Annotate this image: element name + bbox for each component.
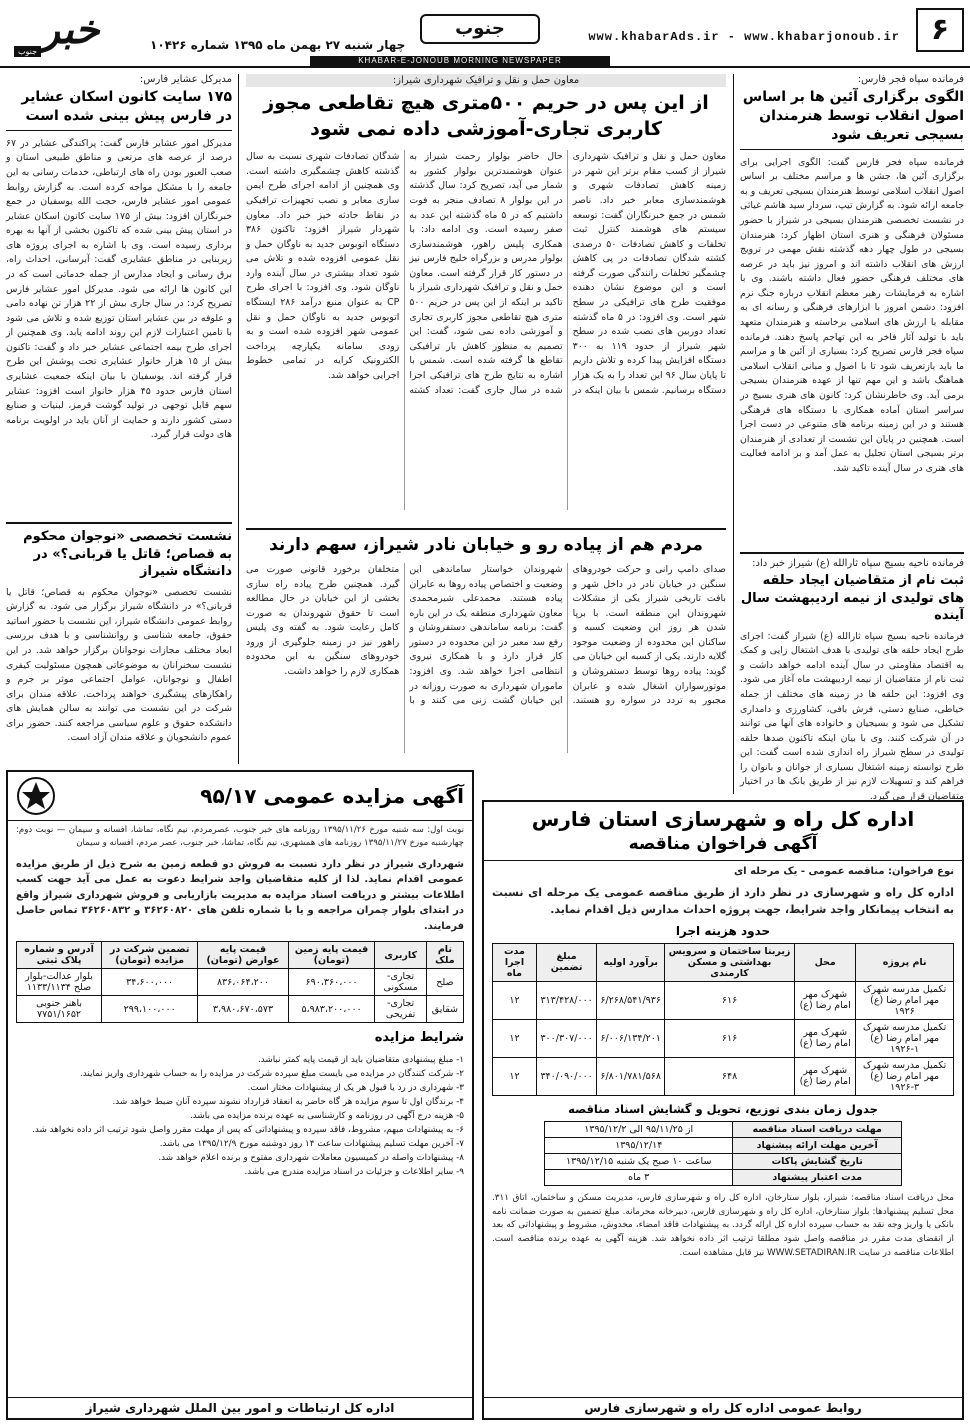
table-cell: ۳۴،۶۰۰،۰۰۰: [102, 969, 198, 996]
table-header: محل: [795, 943, 856, 981]
table-cell: تکمیل مدرسه شهرک مهر امام رضا (ع) ۳-۱۹۲۶: [856, 1057, 954, 1095]
condition-item: ۴- برندگان اول تا سوم مزایده هر گاه حاضر به انعقاد قرارداد نشوند سپرده آنان ضبط خواهد شد.: [112, 1096, 464, 1107]
article-left-2: [6, 522, 232, 760]
schedule-table-wrap: [484, 1119, 962, 1188]
conditions-list: [8, 1049, 472, 1184]
table-cell: ۶۹۰،۳۶۰،۰۰۰: [288, 969, 375, 996]
table-cell: از ۹۵/۱۱/۲۵ الی ۱۳۹۵/۱۲/۲: [545, 1122, 733, 1138]
table-header: نام پروژه: [856, 943, 954, 981]
table-row: [545, 1122, 902, 1138]
table-header: آدرس و شماره پلاک ثبتی: [17, 942, 102, 969]
table-cell: بلوار عدالت-بلوار صلح ۱۱۳۳/۱۱۳۴: [17, 969, 102, 996]
table-cell: تکمیل مدرسه شهرک مهر امام رضا (ع) ۱۹۲۶: [856, 981, 954, 1019]
table-cell: ۶۱۶: [664, 981, 794, 1019]
article-kicker: مدیرکل عشایر فارس:: [139, 74, 232, 85]
municipality-emblem-icon: [16, 776, 56, 816]
article-headline: ۱۷۵ سایت کانون اسکان عشایر در فارس پیش بینی شده است: [6, 88, 232, 131]
table-cell: ساعت ۱۰ صبح یک شنبه ۱۳۹۵/۱۲/۱۵: [545, 1154, 733, 1170]
article-headline: مردم هم از پیاده رو و خیابان نادر شیراز، سهم دارند: [269, 535, 703, 555]
table-row: [17, 996, 464, 1023]
table-cell: ۳۰۰/۳۰۷/۰۰۰: [536, 1019, 596, 1057]
tender-title: آگهی فراخوان مناقصه: [628, 834, 818, 854]
tender-type: نوع فراخوان: مناقصه عمومی - یک مرحله ای: [734, 865, 954, 877]
article-main: [246, 74, 726, 522]
newspaper-logo: خبر: [40, 6, 100, 53]
article-body: فرمانده ناحیه بسیج سپاه ثارالله (ع) شیراز گفت: اجرای طرح ایجاد حلقه های تولیدی با هدف اشتغال زایی و کمک به اقتصاد مقاومتی در سال آینده ادامه خواهد داشت و ثبت نام از متقاضیان از نیمه اردیبهشت ماه آغاز می شود. وی افزود: این حلقه ها در زمینه های مختلف از جمله خیاطی، صنایع دستی، فرش بافی، کشاورزی و دامداری تشکیل می شود و بسیجیان و خانواده های آنها می توانند در آن شرکت کنند. وی با بیان اینکه تاکنون صدها حلقه تولیدی در سطح شیراز راه اندازی شده است گفت: این طرح توانسته زمینه اشتغال بسیاری از جوانان و بانوان را فراهم کند و تسهیلات لازم نیز از طریق بانک ها در اختیار متقاضیان قرار می گیرد.: [740, 630, 964, 802]
table-cell: ۱۲: [493, 1019, 537, 1057]
issue-info: چهار شنبه ۲۷ بهمن ماه ۱۳۹۵ شماره ۱۰۴۲۶: [150, 38, 406, 52]
table-cell: ۵،۹۸۳،۲۰۰،۰۰۰: [288, 996, 375, 1023]
article-right-2: [740, 552, 964, 802]
table-cell: شهرک مهر امام رضا (ع): [795, 1057, 856, 1095]
table-cell: ۶۴۸: [664, 1057, 794, 1095]
auction-ad: [6, 770, 474, 1420]
schedule-table: [544, 1121, 902, 1186]
article-body: فرمانده سپاه فجر فارس گفت: الگوی اجرایی برای برگزاری آئین ها، جشن ها و مراسم مختلف بر اساس اصول انقلاب اسلامی توسط هنرمندان بسیجی تعریف و به جامعه ارائه شود. به گزارش تیپ، سردار سید هاشم غیاثی در نشست تخصصی هنرمندان بسیجی در شیراز با حضور مسئولان فرهنگی و هنری استان اظهار کرد: هنرمندان بسیجی در طول چهار دهه گذشته نقش مهمی در ترویج ارزش های انقلاب داشته اند و امروز نیز باید در عرصه های مختلف فرهنگی حضور فعال داشته باشند. وی با اشاره به فرمایشات رهبر معظم انقلاب درباره جنگ نرم افزود: دشمن امروز با ابزارهای فرهنگی و رسانه ای به مقابله با ارزش های اسلامی برخاسته و هنرمندان متعهد باید با تولید آثار فاخر به این تهاجم پاسخ دهند. فرمانده سپاه فجر فارس تصریح کرد: بسیاری از آئین ها و مراسم ما باید بازتعریف شود تا با اصول و مبانی انقلاب اسلامی هماهنگ باشد و این مهم تنها از عهده هنرمندان بسیجی برمی آید. وی خاطرنشان کرد: کانون های هنری بسیج در سراسر استان آماده همکاری با دستگاه های فرهنگی هستند و در این زمینه برنامه های متنوعی در دست اجرا است. همچنین در پایان این نشست از تعدادی از هنرمندان برتر بسیجی استان تجلیل به عمل آمد و بر ادامه فعالیت های هنری در سال آینده تاکید شد.: [740, 156, 964, 474]
table-cell: تاریخ گشایش پاکات: [733, 1154, 902, 1170]
article-body: نشست تخصصی «نوجوان محکوم به قصاص؛ قاتل یا قربانی؟» در دانشگاه شیراز برگزار می شود. به گزارش روابط عمومی دانشگاه شیراز، این نشست با حضور اساتید حقوق، جامعه شناسی و روانشناسی و با هدف بررسی ابعاد مختلف مجازات نوجوانان برگزار خواهد شد. در این نشست سخنرانان به موضوعاتی همچون مسئولیت کیفری اطفال و نوجوانان، عوامل اجتماعی موثر بر جرم و راهکارهای پیشگیری خواهند پرداخت. علاقه مندان برای شرکت در این نشست می توانند به سالن همایش های دانشکده حقوق و علوم سیاسی مراجعه کنند. حضور برای عموم دانشجویان و علاقه مندان آزاد است.: [6, 586, 232, 744]
table-cell: ۶/۲۶۸/۵۴۱/۹۳۶: [597, 981, 665, 1019]
table-row: [545, 1170, 902, 1186]
column-divider: [238, 74, 239, 764]
page-number: ۶: [916, 8, 964, 52]
table-cell: ۳۴۰/۰۹۰/۰۰۰: [536, 1057, 596, 1095]
table-cell: ۱۳۹۵/۱۲/۱۴: [545, 1138, 733, 1154]
table-row: [545, 1154, 902, 1170]
article-headline: از این پس در حریم ۵۰۰متری هیچ تقاطعی مجوز کاربری تجاری-آموزشی داده نمی شود: [263, 92, 709, 140]
table-cell: ۱۲: [493, 981, 537, 1019]
table-header: زیربنا ساختمان و سرویس بهداشتی و مسکن کارمندی: [664, 943, 794, 981]
tender-table-wrap: [484, 941, 962, 1098]
table-cell: تکمیل مدرسه شهرک مهر امام رضا (ع) ۱-۱۹۲۶: [856, 1019, 954, 1057]
column-divider: [733, 74, 734, 794]
tender-ad: [482, 800, 964, 1420]
table-cell: شهرک مهر امام رضا (ع): [795, 981, 856, 1019]
english-name-strip: KHABAR-E-JONOUB MORNING NEWSPAPER: [310, 56, 610, 66]
table-header: تضمین شرکت در مزایده (تومان): [102, 942, 198, 969]
table-cell: ۶/۸۰۱/۷۸۱/۵۶۸: [597, 1057, 665, 1095]
table-header: کاربری: [375, 942, 426, 969]
table-header: مبلغ تضمین: [536, 943, 596, 981]
table-header: برآورد اولیه: [597, 943, 665, 981]
table-cell: آخرین مهلت ارائه پیشنهاد: [733, 1138, 902, 1154]
newspaper-logo-tag: جنوب: [14, 46, 41, 57]
ad-footer: اداره کل ارتباطات و امور بین الملل شهرداری شیراز: [8, 1397, 472, 1418]
condition-item: ۹- سایر اطلاعات و جزئیات در اسناد مزایده مندرج می باشد.: [244, 1167, 464, 1178]
condition-item: ۲- شرکت کنندگان در مزایده می بایست مبلغ سپرده شرکت در مزایده را به حساب شهرداری واریز نمایند.: [79, 1068, 464, 1079]
table-cell: ۲۹۹،۱۰۰،۰۰۰: [102, 996, 198, 1023]
table-cell: تجاری-مسکونی: [375, 969, 426, 996]
ad-title: آگهی مزایده عمومی ۹۵/۱۷: [200, 783, 464, 808]
conditions-title: شرایط مزایده: [374, 1030, 464, 1046]
table-cell: ۸۳۶،۰۶۴،۲۰۰: [198, 969, 288, 996]
ad-intro: شهرداری شیراز در نظر دارد نسبت به فروش دو قطعه زمین به شرح ذیل از طریق مزایده عمومی اقدام نماید. لذا از کلیه متقاضیان واجد شرایط دعوت به عمل می آید جهت کسب اطلاعات بیشتر و دریافت اسناد مزایده به مدیریت بازاریابی و فروش شهرداری شیراز واقع در ابتدای بلوار چمران مراجعه و یا با شماره تلفن های ۳۶۲۶۰۸۲۰ و ۳۶۲۶۰۸۳۲ تماس حاصل فرمایند.: [16, 858, 464, 932]
condition-item: ۳- شهرداری در رد یا قبول هر یک از پیشنهادات مختار است.: [247, 1082, 464, 1093]
ad-footer: روابط عمومی اداره کل راه و شهرسازی فارس: [484, 1397, 962, 1418]
tender-table-title: حدود هزینه اجرا: [675, 923, 771, 938]
table-header: قیمت پایه زمین (تومان): [288, 942, 375, 969]
section-title: جنوب: [420, 14, 540, 44]
table-row: [493, 981, 954, 1019]
article-kicker: فرمانده ناحیه بسیج سپاه ثارالله (ع) شیراز خبر داد:: [752, 558, 964, 569]
table-cell: شقایق: [426, 996, 463, 1023]
table-cell: ۶۱۶: [664, 1019, 794, 1057]
tender-notes: محل دریافت اسناد مناقصه: شیراز، بلوار ستارخان، اداره کل راه و شهرسازی فارس، مدیریت مسکن و ساختمان، اتاق ۳۱۱. محل تسلیم پیشنهادها: بلوار ستارخان، اداره کل راه و شهرسازی فارس، دبیرخانه محرمانه. مبلغ تضمین به صورت ضمانت نامه بانکی یا واریز وجه نقد به حساب سپرده اداره کل ارائه گردد. به پیشنهادات فاقد امضاء، مخدوش، مشروط و پیشنهاداتی که بعد از انقضای مدت مقرر در مناقصه واصل شود مطلقا ترتیب اثر داده نخواهد شد. هزینه آگهی به عهده برنده مناقصه است. اطلاعات مناقصه در سایت WWW.SETADIRAN.IR نیز قابل مشاهده است.: [492, 1193, 954, 1258]
article-kicker: فرمانده سپاه فجر فارس:: [857, 74, 964, 85]
auction-table: [16, 941, 464, 1023]
ad-header: [8, 772, 472, 821]
condition-item: ۸- پیشنهادات واصله در کمیسیون معاملات شهرداری مفتوح و برنده اعلام خواهد شد.: [158, 1153, 464, 1164]
article-headline: الگوی برگزاری آئین ها بر اساس اصول انقلاب توسط هنرمندان بسیجی تعریف شود: [740, 88, 964, 150]
article-left: [6, 74, 232, 514]
table-cell: ۱۲: [493, 1057, 537, 1095]
table-header: قیمت پایه عوارض (تومان): [198, 942, 288, 969]
ad-publish-info: نوبت اول: سه شنبه مورخ ۱۳۹۵/۱۱/۲۶ روزنامه های خبر جنوب، عصرمردم، نیم نگاه، تماشا، افسانه و سیمان — نوبت دوم: چهارشنبه مورخ ۱۳۹۵/۱۱/۲۷ روزنامه های همشهری، نیم نگاه، تماشا، خبر جنوب، عصر مردم، افسانه و سیمان: [16, 825, 464, 849]
condition-item: ۷- آخرین مهلت تسلیم پیشنهادات ساعت ۱۴ روز دوشنبه مورخ ۱۳۹۵/۱۲/۹ می باشد.: [159, 1139, 464, 1150]
article-sidewalk: [246, 528, 726, 760]
auction-table-wrap: [8, 937, 472, 1027]
table-row: [17, 969, 464, 996]
masthead: [0, 0, 970, 68]
table-cell: ۳،۹۸۰،۶۷۰،۵۷۳: [198, 996, 288, 1023]
table-cell: شهرک مهر امام رضا (ع): [795, 1019, 856, 1057]
schedule-title: جدول زمان بندی توزیع، تحویل و گشایش اسناد مناقصه: [568, 1101, 878, 1116]
condition-item: ۶- به پیشنهادات مبهم، مشروط، فاقد سپرده و پیشنهاداتی که پس از مهلت مقرر واصل شود ترتیب اثر داده نخواهد شد.: [32, 1124, 464, 1135]
article-body: مدیرکل امور عشایر فارس گفت: پراکندگی عشایر در ۶۷ درصد از عرصه های مرتعی و مناطق طبیعی استان و صعب العبور بودن راه های ارتباطی، خدمات رسانی به این جامعه را با مشکل مواجه کرده است. به گزارش روابط عمومی امور عشایر فارس، حجت الله یوسفیان در جمع خبرنگاران افزود: بیش از ۱۷۵ سایت کانون اسکان عشایر در استان پیش بینی شده که تاکنون بخشی از آنها به بهره برداری رسیده است. وی با اشاره به اجرای پروژه های زیربنایی در مناطق عشایری گفت: آبرسانی، احداث راه، برق رسانی و ایجاد مدارس از جمله خدماتی است که در این کانون ها ارائه می شود. مدیرکل امور عشایر فارس تصریح کرد: در سال جاری بیش از ۲۲ هزار تن نهاده دامی و علوفه در بین عشایر استان توزیع شده و تلاش می شود با تامین اعتبارات لازم این روند ادامه یابد. وی همچنین از اجرای طرح بیمه اجتماعی عشایر خبر داد و گفت: تاکنون بیش از ۱۵ هزار خانوار عشایری تحت پوشش این طرح قرار گرفته اند. یوسفیان با بیان اینکه جمعیت عشایری استان فارس حدود ۴۵ هزار خانوار است افزود: عشایر سهم قابل توجهی در تولید گوشت قرمز، لبنیات و صنایع دستی کشور دارند و حمایت از آنان باید در اولویت برنامه های دولت قرار گیرد.: [6, 137, 233, 441]
table-header: نام ملک: [426, 942, 463, 969]
table-cell: ۶/۰۰۶/۱۳۴/۲۰۱: [597, 1019, 665, 1057]
site-url[interactable]: www.khabarAds.ir - www.khabarjonoub.ir: [588, 30, 900, 44]
article-headline: ثبت نام از متقاضیان ایجاد حلقه های تولیدی از نیمه اردیبهشت سال آینده: [740, 573, 964, 624]
table-cell: ۳ ماه: [545, 1170, 733, 1186]
table-row: [493, 1057, 954, 1095]
table-row: [545, 1138, 902, 1154]
article-body: صدای دامپ رانی و حرکت خودروهای سنگین در خیابان نادر در داخل شهر و بافت تاریخی شیراز یکی از مشکلات شهروندان این منطقه است. با برپا شدن هر روز این وضعیت کسبه و ساکنان این محدوده از وضعیت موجود گلایه دارند. یکی از کسبه این خیابان می گوید: پیاده روها توسط دستفروشان و موتورسواران اشغال شده و عابران مجبور به تردد در سواره رو هستند. شهروندان خواستار ساماندهی این وضعیت و اختصاص پیاده روها به عابران پیاده هستند. محمدعلی شیرمحمدی معاون شهرداری منطقه یک در این باره گفت: برنامه ساماندهی دستفروشان و رفع سد معبر در این محدوده در دستور کار قرار دارد و با همکاری نیروی انتظامی اجرا خواهد شد. وی افزود: ماموران شهرداری به صورت روزانه در این خیابان گشت زنی می کنند و با متخلفان برخورد قانونی صورت می گیرد. همچنین طرح پیاده راه سازی بخشی از این خیابان در حال مطالعه است تا حقوق شهروندان به صورت کامل رعایت شود. به گفته وی پلیس راهور نیز در زمینه جلوگیری از ورود خودروهای سنگین به این محدوده همکاری لازم را خواهد داشت.: [246, 563, 726, 707]
table-cell: ۳۱۳/۴۲۸/۰۰۰: [536, 981, 596, 1019]
table-row: [493, 1019, 954, 1057]
table-cell: مدت اعتبار پیشنهاد: [733, 1170, 902, 1186]
tender-header: [484, 802, 962, 861]
article-kicker: معاون حمل و نقل و ترافیک شهرداری شیراز:: [246, 74, 726, 87]
tender-org-title: اداره کل راه و شهرسازی استان فارس: [531, 807, 915, 831]
table-cell: صلح: [426, 969, 463, 996]
tender-intro: اداره کل راه و شهرسازی در نظر دارد از طریق مناقصه عمومی یک مرحله ای نسبت به انتخاب پیمانکار واجد شرایط، جهت پروژه احداث مدارس ذیل اقدام نماید.: [492, 886, 954, 917]
tender-table: [492, 943, 954, 1096]
table-header: مدت اجرا ماه: [493, 943, 537, 981]
condition-item: ۱- مبلغ پیشنهادی متقاضیان باید از قیمت پایه کمتر نباشد.: [257, 1054, 464, 1065]
article-headline: نشست تخصصی «نوجوان محکوم به قصاص؛ قاتل یا قربانی؟» در دانشگاه شیراز: [23, 529, 232, 580]
table-cell: باهنر جنوبی ۷۷۵۱/۱۶۵۲: [17, 996, 102, 1023]
article-right: [740, 74, 964, 542]
condition-item: ۵- هزینه درج آگهی در روزنامه و کارشناسی به عهده برنده مزایده می باشد.: [190, 1110, 464, 1121]
table-cell: مهلت دریافت اسناد مناقصه: [733, 1122, 902, 1138]
table-cell: تجاری-تفریحی: [375, 996, 426, 1023]
article-body: معاون حمل و نقل و ترافیک شهرداری شیراز از کسب مقام برتر این شهر در زمینه کاهش تصادفات شهری و هوشمندسازی معابر خبر داد. ناصر شمس در جمع خبرنگاران گفت: توسعه سیستم های هوشمند کنترل ثبت تخلفات و کاهش تصادفات ۵۰ درصدی کشته شدگان تصادفات در پی کاهش چشمگیر تخلفات رانندگی صورت گرفته است و این موضوع نشان دهنده موفقیت طرح های ترافیکی در سطح شهر است. وی افزود: در ۵ ماه گذشته تعداد دوربین های نصب شده در سطح شهر شیراز از حدود ۱۱۹ به ۳۰۰ دستگاه افزایش پیدا کرده و تلاش داریم تا پایان سال ۹۶ این تعداد را به یک هزار دستگاه برسانیم. شمس با بیان اینکه در حال حاضر بولوار رحمت شیراز به عنوان هوشمندترین بولوار کشور به شمار می آید، تصریح کرد: سال گذشته در این بولوار ۸ تصادف منجر به فوت داشتیم که در ۵ ماه گذشته این عدد به صفر رسیده است. وی ادامه داد: با همکاری پلیس راهور، هوشمندسازی بولوار مدرس و بزرگراه خلیج فارس نیز در دستور کار قرار گرفته است. معاون حمل و نقل و ترافیک شهرداری شیراز با تاکید بر اینکه از این پس در حریم ۵۰۰ متری هیچ تقاطعی مجوز کاربری تجاری و آموزشی داده نمی شود، گفت: این تصمیم به منظور کاهش بار ترافیکی تقاطع ها گرفته شده است. شمس با اشاره به نتایج طرح های ترافیکی اجرا شده در سال جاری گفت: تعداد کشته شدگان تصادفات شهری نسبت به سال گذشته کاهش چشمگیری داشته است. وی همچنین از ادامه اجرای طرح ایمن سازی معابر و نصب تجهیزات ترافیکی در نقاط حادثه خیز خبر داد. معاون شهردار شیراز افزود: تاکنون ۳۸۶ دستگاه اتوبوس جدید به ناوگان حمل و نقل عمومی افزوده شده و تلاش می شود تعداد بیشتری در سال آینده وارد ناوگان شود. وی افزود: با اجرای طرح CP به عنوان منبع درآمد ۲۸۶ ایستگاه اتوبوس جدید به ناوگان حمل و نقل عمومی شهر افزوده شده است و به زودی سامانه یکپارچه پرداخت الکترونیک کرایه در تمامی خطوط اجرایی خواهد شد.: [246, 151, 726, 396]
